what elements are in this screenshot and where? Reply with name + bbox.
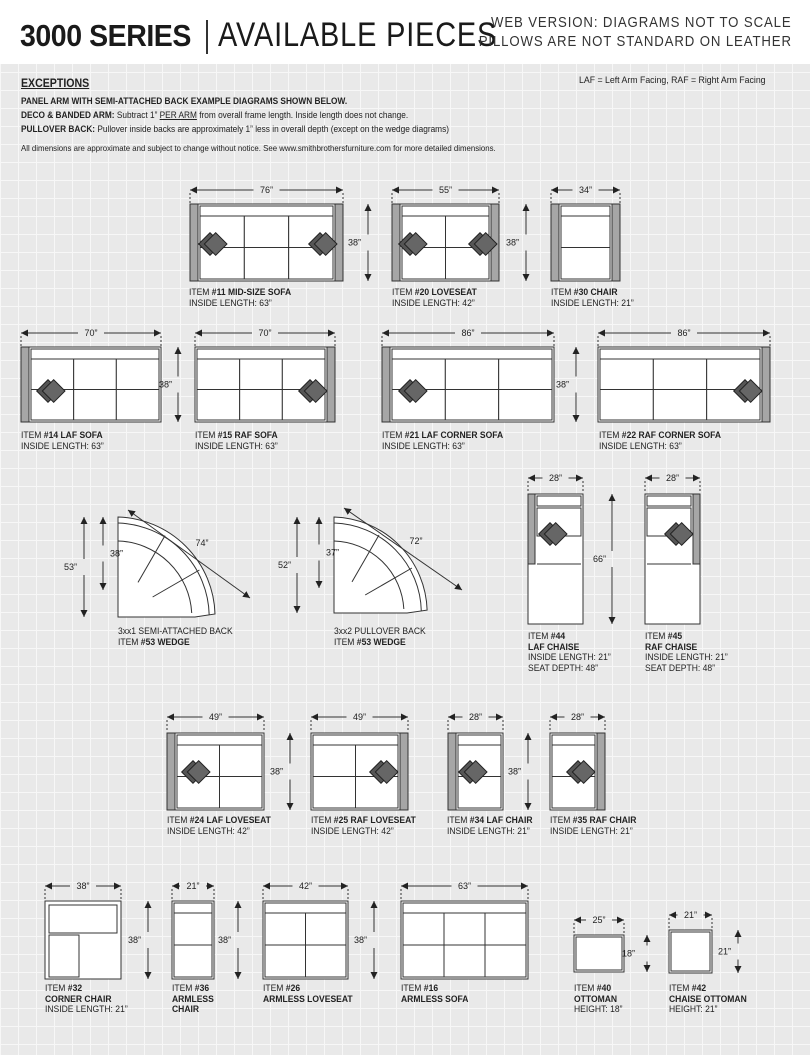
- wedge-2-inner-label: 37”: [326, 547, 340, 558]
- item-26-seat-cushion-1: [265, 945, 306, 977]
- exceptions-heading: EXCEPTIONS: [21, 78, 90, 90]
- item-40-width-label: 25”: [592, 915, 606, 925]
- item-16-back: [403, 903, 526, 913]
- item-26-back-cushion-1: [265, 913, 306, 945]
- item-25-width-label: 49”: [352, 712, 367, 722]
- item-21-depth-label: 38”: [555, 379, 569, 390]
- item-30-back-cushion-1: [561, 216, 610, 248]
- item-21-left-arm: [382, 347, 390, 422]
- item-20-label: ITEM #20 LOVESEAT INSIDE LENGTH: 42”: [392, 287, 477, 309]
- item-26-seat-cushion-2: [306, 945, 347, 977]
- item-24-left-arm: [167, 733, 175, 810]
- item-42-label: ITEM #42 CHAISE OTTOMAN HEIGHT: 21”: [669, 983, 747, 1015]
- pillow-note: PILLOWS ARE NOT STANDARD ON LEATHER: [478, 33, 792, 50]
- item-24-seat-cushion-2: [220, 777, 263, 809]
- item-14-left-arm: [21, 347, 29, 422]
- page-title: AVAILABLE PIECES: [218, 16, 498, 54]
- item-32-side-back: [49, 935, 79, 977]
- item-14-back-cushion-3: [116, 359, 159, 390]
- item-11-back: [200, 206, 333, 216]
- item-34-seat-cushion-1: [458, 777, 501, 809]
- item-30-right-arm: [612, 204, 620, 281]
- item-22-back-cushion-1: [600, 359, 653, 390]
- item-22-right-arm: [762, 347, 770, 422]
- item-30-width-label: 34”: [578, 185, 593, 195]
- item-25-back-cushion-1: [313, 745, 356, 777]
- item-15-width-label: 70”: [258, 328, 272, 338]
- item-21-back-cushion-3: [499, 359, 552, 390]
- item-24-back-cushion-2: [220, 745, 263, 777]
- item-25-seat-cushion-1: [313, 777, 356, 809]
- exception-line-2: DECO & BANDED ARM: Subtract 1” PER ARM from overall frame length. Inside length does not change.: [21, 110, 409, 120]
- item-40-ottoman: [574, 935, 624, 972]
- item-20-back: [402, 206, 489, 216]
- disclaimer: All dimensions are approximate and subject to change without notice. See www.smithbrothersfurniture.com for more detailed dimensions.: [21, 143, 496, 153]
- item-24-depth-label: 38”: [269, 766, 283, 777]
- exception-line-1: PANEL ARM WITH SEMI-ATTACHED BACK EXAMPLE DIAGRAMS SHOWN BELOW.: [21, 96, 348, 106]
- item-21-back: [392, 349, 552, 359]
- wedge-2-outline: [334, 517, 427, 613]
- item-42-height-label: 21”: [717, 946, 731, 957]
- item-11-width-label: 76”: [259, 185, 274, 195]
- item-14-seat-cushion-2: [74, 390, 117, 421]
- item-36-seat-cushion-1: [174, 945, 212, 977]
- item-42-ottoman: [669, 930, 712, 973]
- item-22-seat-cushion-1: [600, 390, 653, 421]
- item-22-seat-cushion-2: [653, 390, 706, 421]
- item-24-back: [177, 735, 262, 745]
- item-14-seat-cushion-3: [116, 390, 159, 421]
- item-21-seat-cushion-3: [499, 390, 552, 421]
- item-35-right-arm: [597, 733, 605, 810]
- item-21-seat-cushion-2: [445, 390, 498, 421]
- item-22-label: ITEM #22 RAF CORNER SOFA INSIDE LENGTH: 63”: [599, 430, 722, 452]
- item-16-seat-cushion-1: [403, 945, 444, 977]
- item-14-back-cushion-2: [74, 359, 117, 390]
- item-30-back: [561, 206, 610, 216]
- item-14-back: [31, 349, 159, 359]
- item-15-back-cushion-2: [240, 359, 283, 390]
- item-26-depth-label: 38”: [353, 935, 367, 945]
- item-16-back-cushion-2: [444, 913, 485, 945]
- item-16-label: ITEM #16 ARMLESS SOFA: [401, 983, 469, 1005]
- item-15-seat-cushion-1: [197, 390, 240, 421]
- item-11-label: ITEM #11 MID-SIZE SOFA INSIDE LENGTH: 63”: [189, 287, 292, 309]
- item-11-left-arm: [190, 204, 198, 281]
- item-45-back: [647, 496, 691, 506]
- item-15-back: [197, 349, 325, 359]
- item-34-depth-label: 38”: [507, 766, 521, 777]
- wedge-1-outline: [118, 517, 215, 617]
- item-36-width-label: 21”: [186, 881, 200, 891]
- item-26-back-cushion-2: [306, 913, 347, 945]
- item-11-back-cushion-2: [244, 216, 288, 248]
- item-34-width-label: 28”: [468, 712, 483, 722]
- item-35-seat-cushion-1: [552, 777, 595, 809]
- item-34-left-arm: [448, 733, 456, 810]
- wedge-1-diagonal-label: 74”: [195, 538, 209, 548]
- item-15-label: ITEM #15 RAF SOFA INSIDE LENGTH: 63”: [195, 430, 278, 452]
- item-44-back: [537, 496, 581, 506]
- item-22-width-label: 86”: [677, 328, 691, 338]
- wedge-1-label: 3xx1 SEMI-ATTACHED BACK ITEM #53 WEDGE: [118, 626, 233, 648]
- wedge-2-outer-label: 52”: [277, 560, 291, 570]
- item-44-label: ITEM #44 LAF CHAISE INSIDE LENGTH: 21” SEAT DEPTH: 48”: [528, 631, 611, 674]
- item-25-right-arm: [400, 733, 408, 810]
- item-22-back-cushion-2: [653, 359, 706, 390]
- series-title: 3000 SERIES: [20, 18, 191, 53]
- wedge-2-label: 3xx2 PULLOVER BACK ITEM #53 WEDGE: [334, 626, 426, 648]
- item-35-label: ITEM #35 RAF CHAIR INSIDE LENGTH: 21”: [550, 815, 637, 837]
- item-26-label: ITEM #26 ARMLESS LOVESEAT: [263, 983, 353, 1005]
- item-32-width-label: 38”: [76, 881, 90, 891]
- item-32-label: ITEM #32 CORNER CHAIR INSIDE LENGTH: 21”: [45, 983, 128, 1015]
- item-11-seat-cushion-2: [244, 248, 288, 280]
- item-21-label: ITEM #21 LAF CORNER SOFA INSIDE LENGTH: 63”: [382, 430, 504, 452]
- item-26-width-label: 42”: [298, 881, 313, 891]
- item-14-label: ITEM #14 LAF SOFA INSIDE LENGTH: 63”: [21, 430, 104, 452]
- item-44-depth-label: 66”: [592, 554, 606, 564]
- item-24-label: ITEM #24 LAF LOVESEAT INSIDE LENGTH: 42”: [167, 815, 271, 837]
- item-16-seat-cushion-3: [485, 945, 526, 977]
- item-25-seat-cushion-2: [356, 777, 399, 809]
- item-45-width-label: 28”: [665, 473, 680, 483]
- item-45-label: ITEM #45 RAF CHAISE INSIDE LENGTH: 21” SEAT DEPTH: 48”: [645, 631, 728, 674]
- item-35-width-label: 28”: [570, 712, 585, 722]
- item-21-back-cushion-2: [445, 359, 498, 390]
- item-36-label: ITEM #36 ARMLESS CHAIR: [172, 983, 214, 1015]
- item-24-width-label: 49”: [208, 712, 223, 722]
- item-44-arm: [528, 494, 535, 564]
- item-20-left-arm: [392, 204, 400, 281]
- item-36-back: [174, 903, 212, 913]
- item-40-height-label: 18”: [621, 948, 635, 959]
- item-34-label: ITEM #34 LAF CHAIR INSIDE LENGTH: 21”: [447, 815, 533, 837]
- item-11-depth-label: 38”: [347, 237, 361, 248]
- item-15-back-cushion-1: [197, 359, 240, 390]
- item-32-depth-label: 38”: [127, 935, 141, 945]
- item-45-arm: [693, 494, 700, 564]
- item-35-back: [552, 735, 595, 745]
- item-30-seat-cushion-1: [561, 248, 610, 280]
- item-16-back-cushion-1: [403, 913, 444, 945]
- item-15-right-arm: [327, 347, 335, 422]
- arm-legend: LAF = Left Arm Facing, RAF = Right Arm Facing: [579, 75, 766, 86]
- item-14-width-label: 70”: [84, 328, 98, 338]
- web-version-note: WEB VERSION: DIAGRAMS NOT TO SCALE: [491, 14, 792, 31]
- item-36-depth-label: 38”: [217, 935, 231, 945]
- item-30-label: ITEM #30 CHAIR INSIDE LENGTH: 21”: [551, 287, 634, 309]
- item-42-width-label: 21”: [683, 910, 698, 920]
- wedge-1-inner-label: 38”: [110, 548, 124, 559]
- item-16-width-label: 63”: [457, 881, 472, 891]
- item-14-depth-label: 38”: [158, 379, 172, 390]
- exception-line-3: PULLOVER BACK: Pullover inside backs are approximately 1” less in overall depth (except on the wedge diagrams): [21, 124, 449, 134]
- item-34-back: [458, 735, 501, 745]
- item-22-back: [600, 349, 760, 359]
- item-20-width-label: 55”: [438, 185, 453, 195]
- item-21-width-label: 86”: [461, 328, 475, 338]
- wedge-2-diagonal-label: 72”: [409, 536, 423, 546]
- item-15-seat-cushion-2: [240, 390, 283, 421]
- item-16-seat-cushion-2: [444, 945, 485, 977]
- item-40-label: ITEM #40 OTTOMAN HEIGHT: 18”: [574, 983, 623, 1015]
- item-16-back-cushion-3: [485, 913, 526, 945]
- item-11-right-arm: [335, 204, 343, 281]
- item-32-back: [49, 905, 117, 933]
- item-25-label: ITEM #25 RAF LOVESEAT INSIDE LENGTH: 42”: [311, 815, 416, 837]
- item-26-back: [265, 903, 346, 913]
- item-36-back-cushion-1: [174, 913, 212, 945]
- item-25-back: [313, 735, 398, 745]
- item-30-left-arm: [551, 204, 559, 281]
- wedge-1-outer-label: 53”: [63, 562, 77, 572]
- item-44-width-label: 28”: [548, 473, 563, 483]
- item-20-depth-label: 38”: [505, 237, 519, 248]
